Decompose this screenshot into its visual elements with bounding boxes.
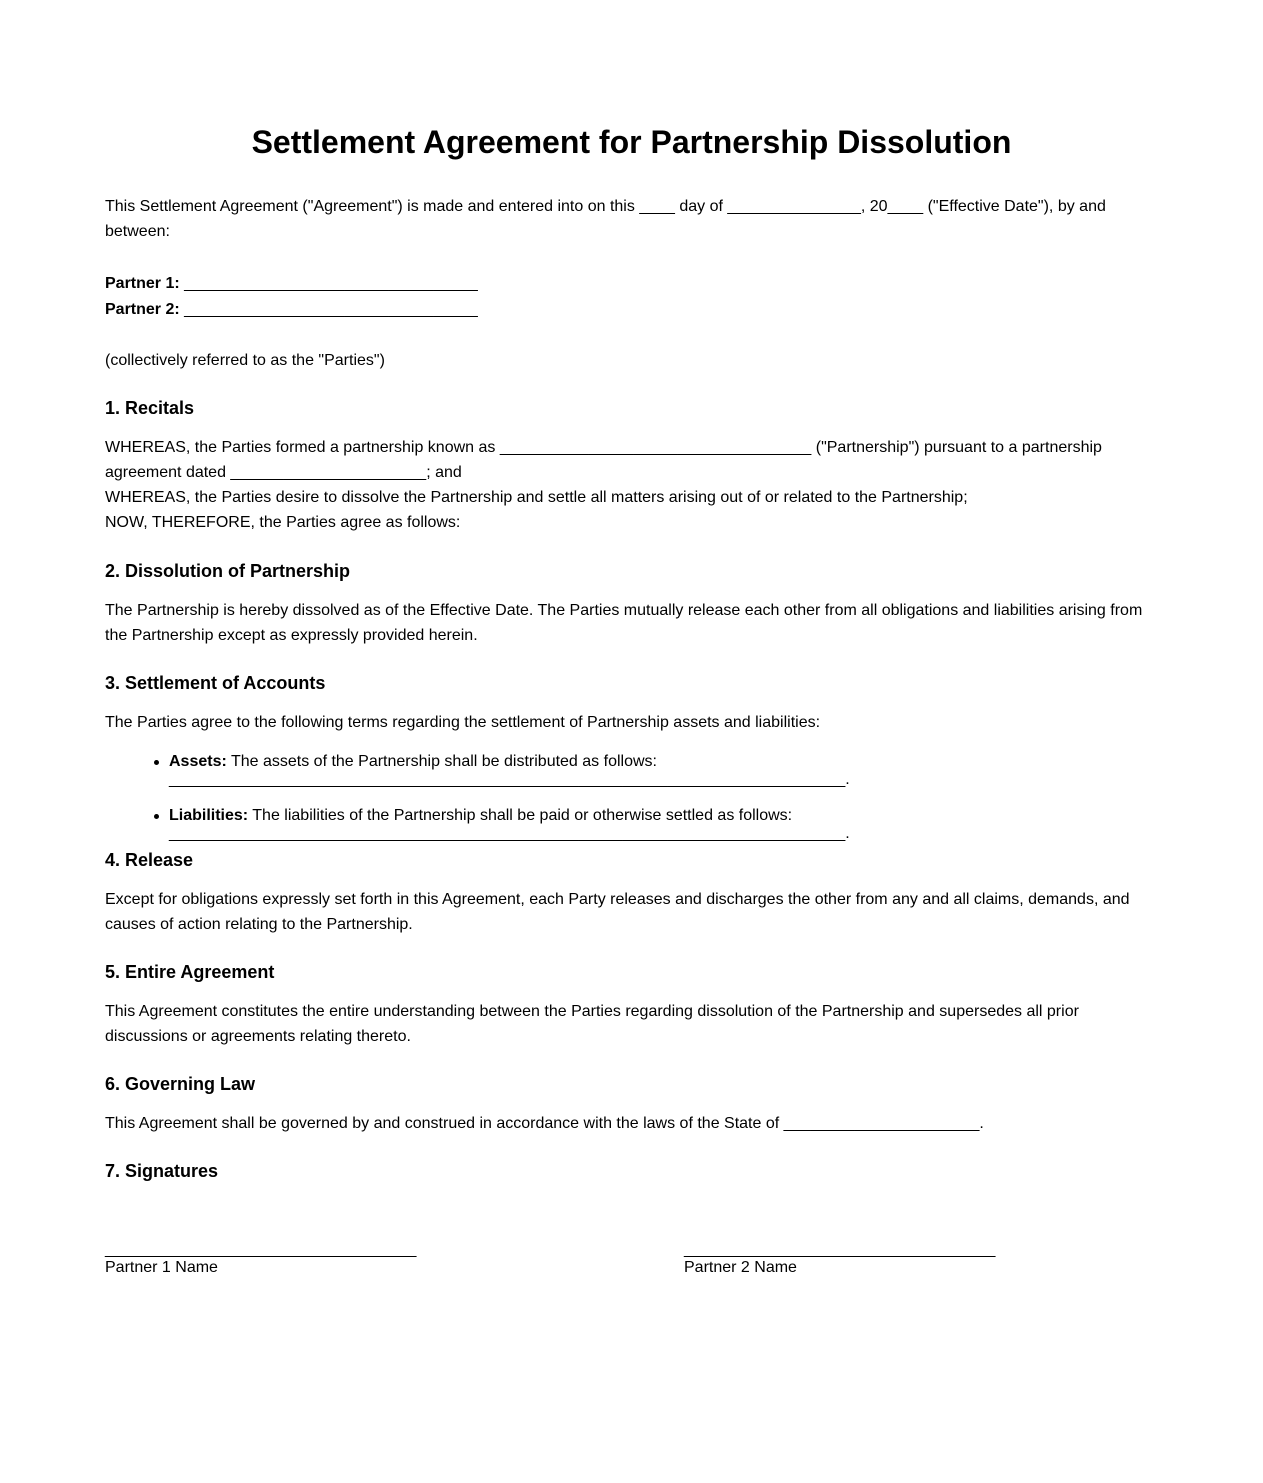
partnership-name-blank[interactable]: ___________________________________ <box>499 439 812 456</box>
section-heading-dissolution: 2. Dissolution of Partnership <box>105 561 351 581</box>
section-heading-release: 4. Release <box>105 850 194 870</box>
settlement-item-liabilities: Liabilities: The liabilities of the Partnership shall be paid or otherwise settled as follows: ____________________________________________________________________________. <box>169 807 1219 843</box>
section-heading-recitals: 1. Recitals <box>105 398 195 418</box>
parties-list <box>105 271 1155 323</box>
entire-agreement-body: This Agreement constitutes the entire understanding between the Parties regarding dissolution of the Partnership and supersedes all prior discussions or agreements relating thereto. <box>105 1003 1079 1045</box>
party-2-label: Partner 2: <box>105 301 180 318</box>
release-body: Except for obligations expressly set forth in this Agreement, each Party releases and discharges the other from any and all claims, demands, and causes of action relating to the Partnership. <box>105 891 1130 933</box>
recitals-whereas-2: WHEREAS, the Parties desire to dissolve the Partnership and settle all matters arising out of or related to the Partnership; <box>105 489 968 506</box>
signature-block-partner-2 <box>684 1241 1014 1277</box>
collective-note: (collectively referred to as the "Parties") <box>105 352 385 369</box>
recitals-whereas-1: WHEREAS, the Parties formed a partnership known as ___________________________________ ("Partnership") pursuant to a partnership agreement dated ______________________; and <box>105 439 1102 481</box>
recitals-body <box>105 435 1115 535</box>
section-heading-settlement: 3. Settlement of Accounts <box>105 673 326 693</box>
month-blank[interactable]: _______________ <box>727 198 861 215</box>
section-heading-governing-law: 6. Governing Law <box>105 1074 256 1094</box>
settlement-items-list <box>105 753 1219 861</box>
day-blank[interactable]: ____ <box>639 198 675 215</box>
assets-blank[interactable]: ____________________________________________________________________________. <box>169 771 850 788</box>
year-blank[interactable]: ____ <box>887 198 924 215</box>
party-2-row <box>105 297 1155 323</box>
settlement-item-assets: Assets: The assets of the Partnership shall be distributed as follows: ____________________________________________________________________________. <box>169 753 1219 789</box>
recitals-now-therefore: NOW, THEREFORE, the Parties agree as follows: <box>105 514 461 531</box>
signature-line-partner-1[interactable]: ___________________________________ <box>105 1241 417 1258</box>
party-1-blank[interactable]: _________________________________ <box>184 275 478 292</box>
signature-label-partner-1: Partner 1 Name <box>105 1259 218 1276</box>
party-1-label: Partner 1: <box>105 275 180 292</box>
intro-paragraph: This Settlement Agreement ("Agreement") is made and entered into on this ____ day of _______________, 20____ ("Effective Date"), by and between: <box>105 198 1106 240</box>
dissolution-body: The Partnership is hereby dissolved as of the Effective Date. The Parties mutually release each other from all obligations and liabilities arising from the Partnership except as expressly provided herein. <box>105 602 1143 644</box>
liabilities-label: Liabilities: <box>169 807 249 824</box>
settlement-body: The Parties agree to the following terms regarding the settlement of Partnership assets and liabilities: <box>105 714 821 731</box>
party-1-row <box>105 271 1155 297</box>
assets-label: Assets: <box>169 753 227 770</box>
agreement-date-blank[interactable]: ______________________ <box>230 464 427 481</box>
document-title: Settlement Agreement for Partnership Dissolution <box>251 124 1012 160</box>
state-blank[interactable]: ______________________ <box>783 1115 980 1132</box>
liabilities-blank[interactable]: ____________________________________________________________________________. <box>169 825 850 842</box>
signature-line-partner-2[interactable]: ___________________________________ <box>684 1241 996 1258</box>
section-heading-signatures: 7. Signatures <box>105 1161 219 1181</box>
section-heading-entire-agreement: 5. Entire Agreement <box>105 962 275 982</box>
governing-law-body: This Agreement shall be governed by and construed in accordance with the laws of the State of ______________________. <box>105 1115 984 1132</box>
signature-block-partner-1 <box>105 1241 435 1277</box>
party-2-blank[interactable]: _________________________________ <box>184 301 478 318</box>
signature-label-partner-2: Partner 2 Name <box>684 1259 797 1276</box>
